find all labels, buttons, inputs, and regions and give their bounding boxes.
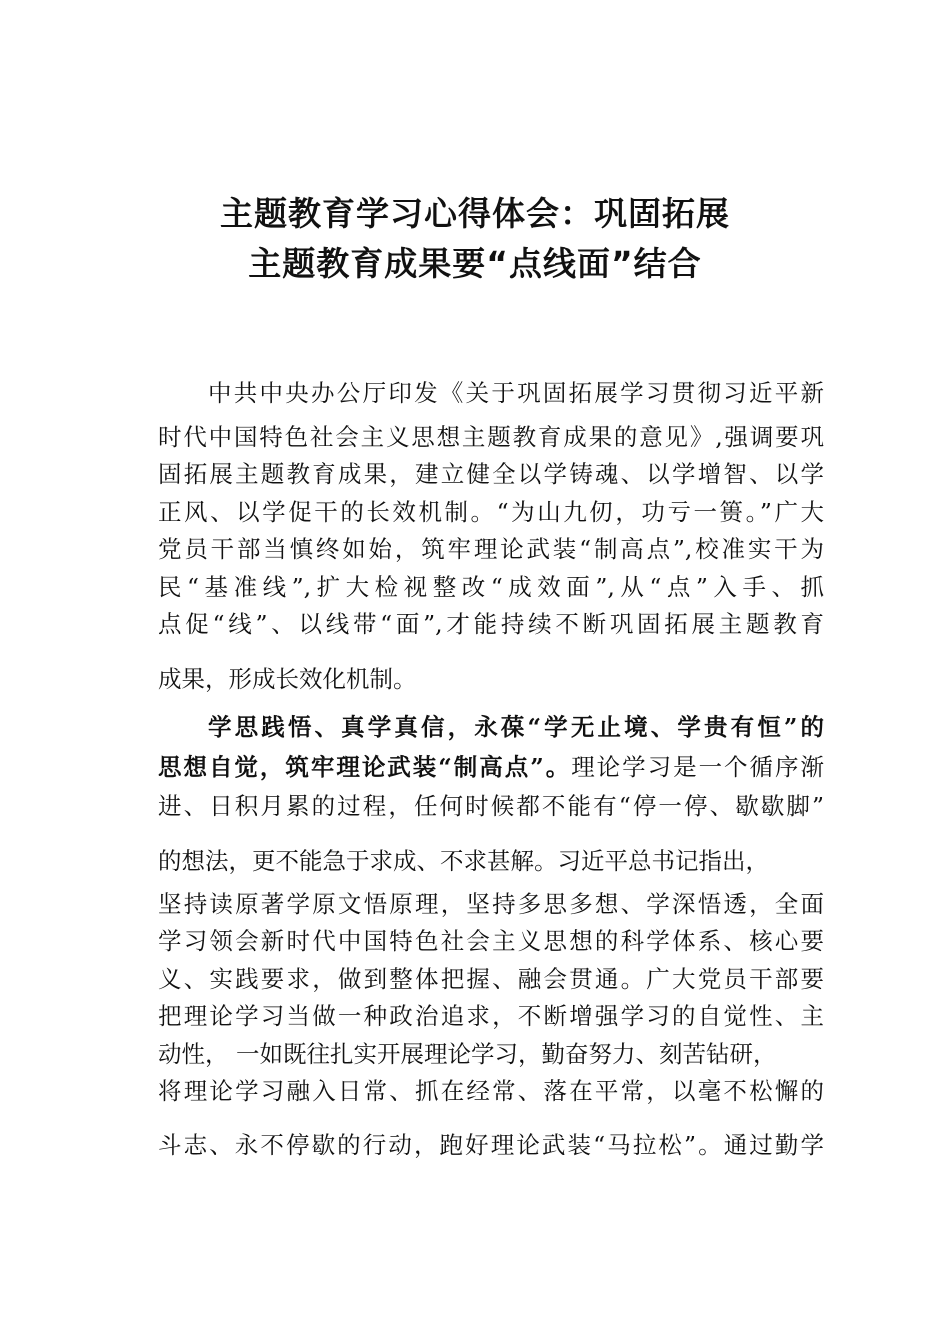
section-heading-line-2 xyxy=(158,748,824,782)
paragraph-line: 将理论学习融入日常、抓在经常、落在平常，以毫不松懈的 xyxy=(158,1077,824,1105)
title-line-1: 主题教育学习心得体会：巩固拓展 xyxy=(220,194,730,233)
section-body-text: 理论学习是一个循序渐 xyxy=(571,753,824,781)
paragraph-line: 点促“线”、以线带“面”,才能持续不断巩固拓展主题教育 xyxy=(158,610,824,638)
section-heading-line-1: 学思践悟、真学真信，永葆“学无止境、学贵有恒”的 xyxy=(208,713,824,741)
section-heading-bold: 思想自觉，筑牢理论武装“制高点”。 xyxy=(158,753,572,781)
paragraph-line: 义、实践要求，做到整体把握、融会贯通。广大党员干部要 xyxy=(158,965,824,993)
paragraph-line: 学习领会新时代中国特色社会主义思想的科学体系、核心要 xyxy=(158,927,824,955)
paragraph-line: 中共中央办公厅印发《关于巩固拓展学习贯彻习近平新 xyxy=(208,379,824,407)
paragraph-line: 的想法，更不能急于求成、不求甚解。习近平总书记指出， xyxy=(158,847,769,875)
title-line-2: 主题教育成果要“点线面”结合 xyxy=(248,244,702,283)
paragraph-line: 正风、以学促干的长效机制。“为山九仞，功亏一篑。”广大 xyxy=(158,498,824,526)
paragraph-line: 党员干部当慎终如始，筑牢理论武装“制高点”,校准实干为 xyxy=(158,535,824,563)
paragraph-line: 固拓展主题教育成果，建立健全以学铸魂、以学增智、以学 xyxy=(158,460,824,488)
paragraph-line: 民“基准线”,扩大检视整改“成效面”,从“点”入手、抓 xyxy=(158,573,824,601)
paragraph-line: 时代中国特色社会主义思想主题教育成果的意见》,强调要巩 xyxy=(158,423,824,451)
paragraph-line: 成果，形成长效化机制。 xyxy=(158,665,417,693)
paragraph-line: 进、日积月累的过程，任何时候都不能有“停一停、歇歇脚” xyxy=(158,792,824,820)
paragraph-line: 坚持读原著学原文悟原理，坚持多思多想、学深悟透，全面 xyxy=(158,890,824,918)
paragraph-line: 动性， 一如既往扎实开展理论学习，勤奋努力、刻苦钻研， xyxy=(158,1040,777,1068)
paragraph-line: 斗志、永不停歇的行动，跑好理论武装“马拉松”。通过勤学 xyxy=(158,1131,824,1159)
paragraph-line: 把理论学习当做一种政治追求，不断增强学习的自觉性、主 xyxy=(158,1002,824,1030)
